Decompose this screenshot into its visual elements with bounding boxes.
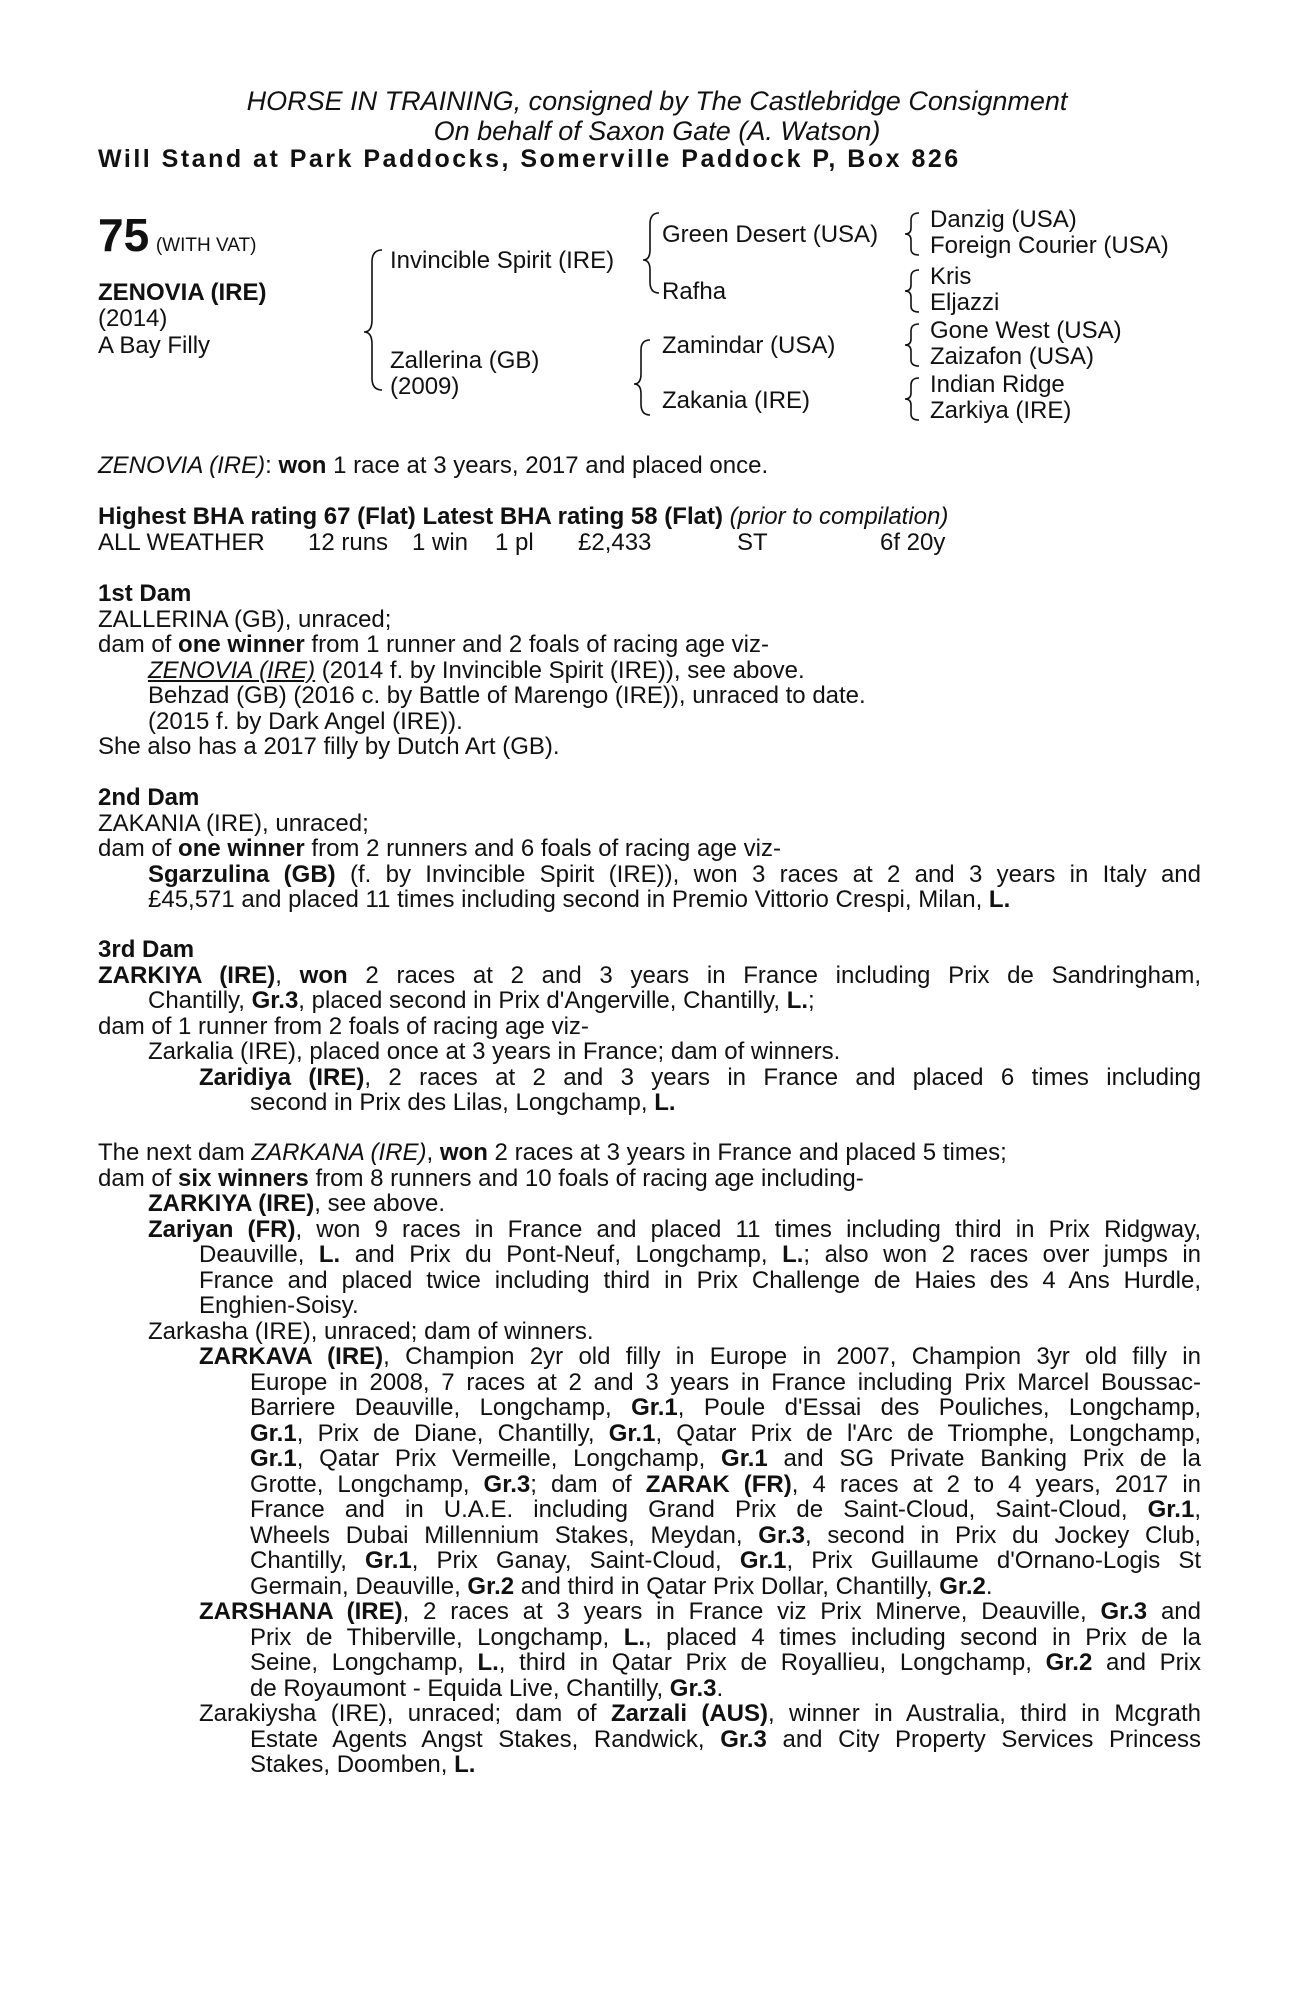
- zarkava-cont-7: Wheels Dubai Millennium Stakes, Meydan, Gr.3, second in Prix du Jockey Club,: [250, 1522, 1201, 1548]
- bha-rating-note: (prior to compilation): [729, 503, 949, 530]
- first-dam-foal-3: (2015 f. by Dark Angel (IRE)).: [148, 707, 463, 735]
- pedigree-g2: Foreign Courier (USA): [930, 232, 1169, 259]
- next-dam-section: [98, 1140, 1201, 1778]
- zarshana-cont-3: de Royaumont - Equida Live, Chantilly, Gr.3.: [250, 1674, 724, 1702]
- horse-name: ZENOVIA (IRE): [98, 279, 267, 306]
- vat-note: (WITH VAT): [155, 235, 257, 256]
- consignment-heading: HORSE IN TRAINING, consigned by The Castlebridge Consignment: [246, 86, 1068, 116]
- first-dam-produce: dam of one winner from 1 runner and 2 foals of racing age viz-: [98, 631, 769, 658]
- next-dam-foal-zarkasha: Zarkasha (IRE), unraced; dam of winners.: [148, 1317, 594, 1345]
- third-dam-grandfoal-1-cont: second in Prix des Lilas, Longchamp, L.: [250, 1089, 676, 1116]
- rating-prize: £2,433: [578, 529, 652, 556]
- zarkava-cont-2: Barriere Deauville, Longchamp, Gr.1, Poule d'Essai des Pouliches, Longchamp,: [250, 1395, 1201, 1421]
- pedigree-sire: Invincible Spirit (IRE): [390, 247, 615, 274]
- zarshana-cont-1: Prix de Thiberville, Longchamp, L., placed 4 times including second in Prix de la: [250, 1624, 1201, 1650]
- brace-sire-line: [643, 213, 659, 293]
- pedigree-g8: Zarkiya (IRE): [930, 397, 1072, 424]
- pedigree-dam-dam: Zakania (IRE): [662, 387, 811, 414]
- bha-rating-text: Highest BHA rating 67 (Flat) Latest BHA rating 58 (Flat): [98, 503, 723, 530]
- next-dam-foal-zarkiya: ZARKIYA (IRE), see above.: [148, 1190, 445, 1217]
- first-dam-note: She also has a 2017 filly by Dutch Art (GB).: [98, 733, 560, 760]
- zarakiysha-cont-1: Estate Agents Angst Stakes, Randwick, Gr.3 and City Property Services Princess: [250, 1726, 1201, 1752]
- rating-distance: 6f 20y: [880, 529, 946, 556]
- pedigree-sire-sire: Green Desert (USA): [662, 221, 879, 248]
- zarkava-cont-8: Chantilly, Gr.1, Prix Ganay, Saint-Cloud, Gr.1, Prix Guillaume d'Ornano-Logis St: [250, 1548, 1201, 1574]
- brace-generation-1: [364, 250, 382, 390]
- rating-wins: 1 win: [412, 529, 469, 556]
- race-summary: ZENOVIA (IRE): won 1 race at 3 years, 2017 and placed once.: [98, 452, 769, 479]
- zarshana-cont-2: Seine, Longchamp, L., third in Qatar Prix de Royallieu, Longchamp, Gr.2 and Prix: [250, 1650, 1201, 1676]
- rating-surface: ALL WEATHER: [98, 529, 265, 556]
- pedigree-dam-sire: Zamindar (USA): [662, 332, 836, 359]
- third-dam-grandfoal-1: Zaridiya (IRE), 2 races at 2 and 3 years in France and placed 6 times including: [199, 1064, 1201, 1090]
- zarkava-cont-5: Grotte, Longchamp, Gr.3; dam of ZARAK (FR), 4 races at 2 to 4 years, 2017 in: [250, 1471, 1201, 1497]
- summary-horse: ZENOVIA (IRE): [98, 452, 266, 479]
- next-dam-line: The next dam ZARKANA (IRE), won 2 races at 3 years in France and placed 5 times;: [98, 1139, 1007, 1166]
- rating-runs: 12 runs: [308, 529, 389, 556]
- third-dam-section: [98, 937, 1201, 1116]
- brace-g3: [905, 324, 919, 366]
- summary-won: won: [278, 452, 327, 479]
- second-dam-line: ZAKANIA (IRE), unraced;: [98, 809, 369, 837]
- pedigree-g5: Gone West (USA): [930, 317, 1122, 344]
- behalf-heading: On behalf of Saxon Gate (A. Watson): [433, 116, 881, 146]
- first-dam-section: [98, 581, 1201, 760]
- lot-number: 75: [98, 209, 150, 261]
- location-heading: Will Stand at Park Paddocks, Somerville Paddock P, Box 826: [98, 145, 961, 173]
- zarakiysha-line: Zarakiysha (IRE), unraced; dam of Zarzali (AUS), winner in Australia, third in Mcgrath: [199, 1701, 1201, 1727]
- third-dam-produce: dam of 1 runner from 2 foals of racing age viz-: [98, 1012, 589, 1040]
- rating-going: ST: [737, 529, 768, 556]
- brace-dam-line: [634, 340, 650, 415]
- zarkava-cont-6: France and in U.A.E. including Grand Prix de Saint-Cloud, Saint-Cloud, Gr.1,: [250, 1497, 1201, 1523]
- third-dam-line-cont: Chantilly, Gr.3, placed second in Prix d'Angerville, Chantilly, L.;: [148, 987, 815, 1014]
- next-dam-produce: dam of six winners from 8 runners and 10 foals of racing age including-: [98, 1164, 864, 1192]
- second-dam-foal-1: Sgarzulina (GB) (f. by Invincible Spirit (IRE)), won 3 races at 2 and 3 years in Italy and: [148, 861, 1201, 887]
- brace-g2: [905, 270, 919, 312]
- first-dam-foal-1: ZENOVIA (IRE) (2014 f. by Invincible Spirit (IRE)), see above.: [148, 656, 805, 684]
- zarkava-cont-9: Germain, Deauville, Gr.2 and third in Qatar Prix Dollar, Chantilly, Gr.2.: [250, 1572, 993, 1600]
- pedigree-g1: Danzig (USA): [930, 206, 1077, 233]
- second-dam-section: [98, 785, 1201, 913]
- first-dam-foal-2: Behzad (GB) (2016 c. by Battle of Marengo (IRE)), unraced to date.: [148, 682, 866, 709]
- zarshana-line: ZARSHANA (IRE), 2 races at 3 years in France viz Prix Minerve, Deauville, Gr.3 and: [199, 1599, 1201, 1625]
- pedigree-g7: Indian Ridge: [930, 371, 1065, 398]
- zarkava-line: ZARKAVA (IRE), Champion 2yr old filly in Europe in 2007, Champion 3yr old filly in: [199, 1344, 1201, 1370]
- pedigree-dam-year: (2009): [390, 373, 460, 400]
- zariyan-cont-1: Deauville, L. and Prix du Pont-Neuf, Longchamp, L.; also won 2 races over jumps in: [199, 1242, 1201, 1268]
- summary-detail: 1 race at 3 years, 2017 and placed once.: [333, 452, 769, 479]
- second-dam-foal-1-cont: £45,571 and placed 11 times including second in Premio Vittorio Crespi, Milan, L.: [148, 886, 1011, 913]
- pedigree-sire-dam: Rafha: [662, 278, 727, 305]
- pedigree-dam: Zallerina (GB): [390, 347, 540, 374]
- third-dam-heading: 3rd Dam: [98, 936, 195, 963]
- brace-g4: [905, 378, 919, 420]
- pedigree-g6: Zaizafon (USA): [930, 343, 1095, 370]
- zariyan-cont-3: Enghien-Soisy.: [199, 1292, 359, 1319]
- pedigree-g3: Kris: [930, 263, 972, 290]
- zarkava-cont-1: Europe in 2008, 7 races at 2 and 3 years in France including Prix Marcel Boussac-: [250, 1369, 1201, 1395]
- horse-year: (2014): [98, 305, 168, 332]
- pedigree-braces: [0, 0, 1314, 450]
- second-dam-produce: dam of one winner from 2 runners and 6 foals of racing age viz-: [98, 835, 781, 862]
- pedigree-g4: Eljazzi: [930, 289, 1000, 316]
- bha-rating: [98, 504, 948, 530]
- zariyan-cont-2: France and placed twice including third in Prix Challenge de Haies des 4 Ans Hurdle,: [199, 1267, 1201, 1293]
- horse-description: A Bay Filly: [98, 332, 211, 359]
- brace-g1: [905, 213, 919, 255]
- second-dam-heading: 2nd Dam: [98, 784, 200, 811]
- third-dam-line: ZARKIYA (IRE), won 2 races at 2 and 3 years in France including Prix de Sandringham,: [98, 962, 1201, 988]
- third-dam-foal-1: Zarkalia (IRE), placed once at 3 years in France; dam of winners.: [148, 1038, 841, 1065]
- first-dam-heading: 1st Dam: [98, 580, 192, 607]
- zarkava-cont-3: Gr.1, Prix de Diane, Chantilly, Gr.1, Qatar Prix de l'Arc de Triomphe, Longchamp,: [250, 1420, 1201, 1446]
- zarakiysha-cont-2: Stakes, Doomben, L.: [250, 1751, 476, 1778]
- zarkava-cont-4: Gr.1, Qatar Prix Vermeille, Longchamp, Gr.1 and SG Private Banking Prix de la: [250, 1446, 1201, 1472]
- rating-placed: 1 pl: [495, 529, 534, 556]
- first-dam-line: ZALLERINA (GB), unraced;: [98, 605, 392, 633]
- next-dam-foal-zariyan: Zariyan (FR), won 9 races in France and placed 11 times including third in Prix Ridgway,: [148, 1216, 1201, 1242]
